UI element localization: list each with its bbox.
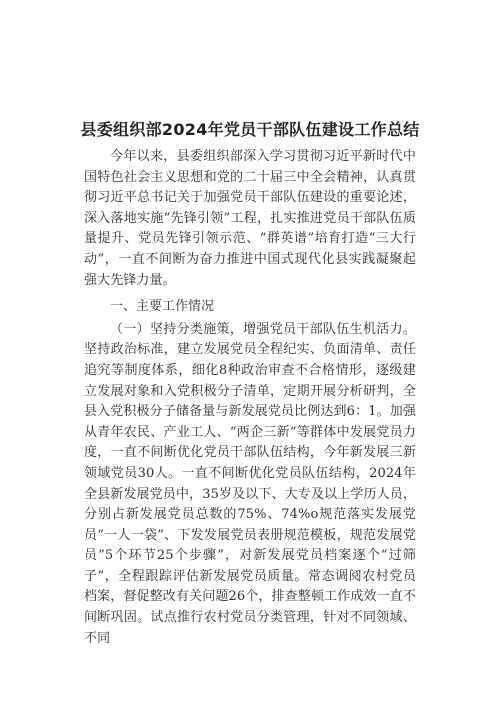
section-heading: 一、主要工作情况	[110, 299, 215, 315]
intro-paragraph: 今年以来，县委组织部深入学习贯彻习近平新时代中国特色社会主义思想和党的二十届三中全会精神，认真贯彻习近平总书记关于加强党员干部队伍建设的重要论述，深入落地实施“先锋引领”工程，扎实推进党员干部队伍质量提升、党员先锋引领示范、“群英谱”培育打造“三大行动”，一直不间断为奋力推进中国式现代化县实践凝聚起强大先锋力量。	[84, 149, 416, 288]
document-body	[84, 147, 416, 649]
document-title: 县委组织部2024年党员干部队伍建设工作总结	[80, 120, 420, 139]
body-paragraph: （一）坚持分类施策，增强党员干部队伍生机活力。坚持政治标准，建立发展党员全程纪实、负面清单、责任追究等制度体系，细化8种政治审查不合格情形，逐级建立发展对象和入党积极分子清单，定期开展分析研判，全县入党积极分子储备量与新发展党员比例达到6：1。加强从青年农民、产业工人、“两企三新”等群体中发展党员力度，一直不间断优化党员干部队伍结构，今年新发展三新领域党员30人。一直不间断优化党员队伍结构，2024年全县新发展党员中，35岁及以下、大专及以上学历人员，分别占新发展党员总数的75%、74%o规范落实发展党员“一人一袋”、下发发展党员表册规范模板，规范发展党员”5个环节25个步骤”，对新发展党员档案逐个“过筛子”，全程跟踪评估新发展党员质量。常态调阅农村党员档案，督促整改有关问题26个，排查整顿工作成效一直不间断巩固。试点推行农村党员分类管理，针对不同领域、不同	[84, 321, 416, 646]
